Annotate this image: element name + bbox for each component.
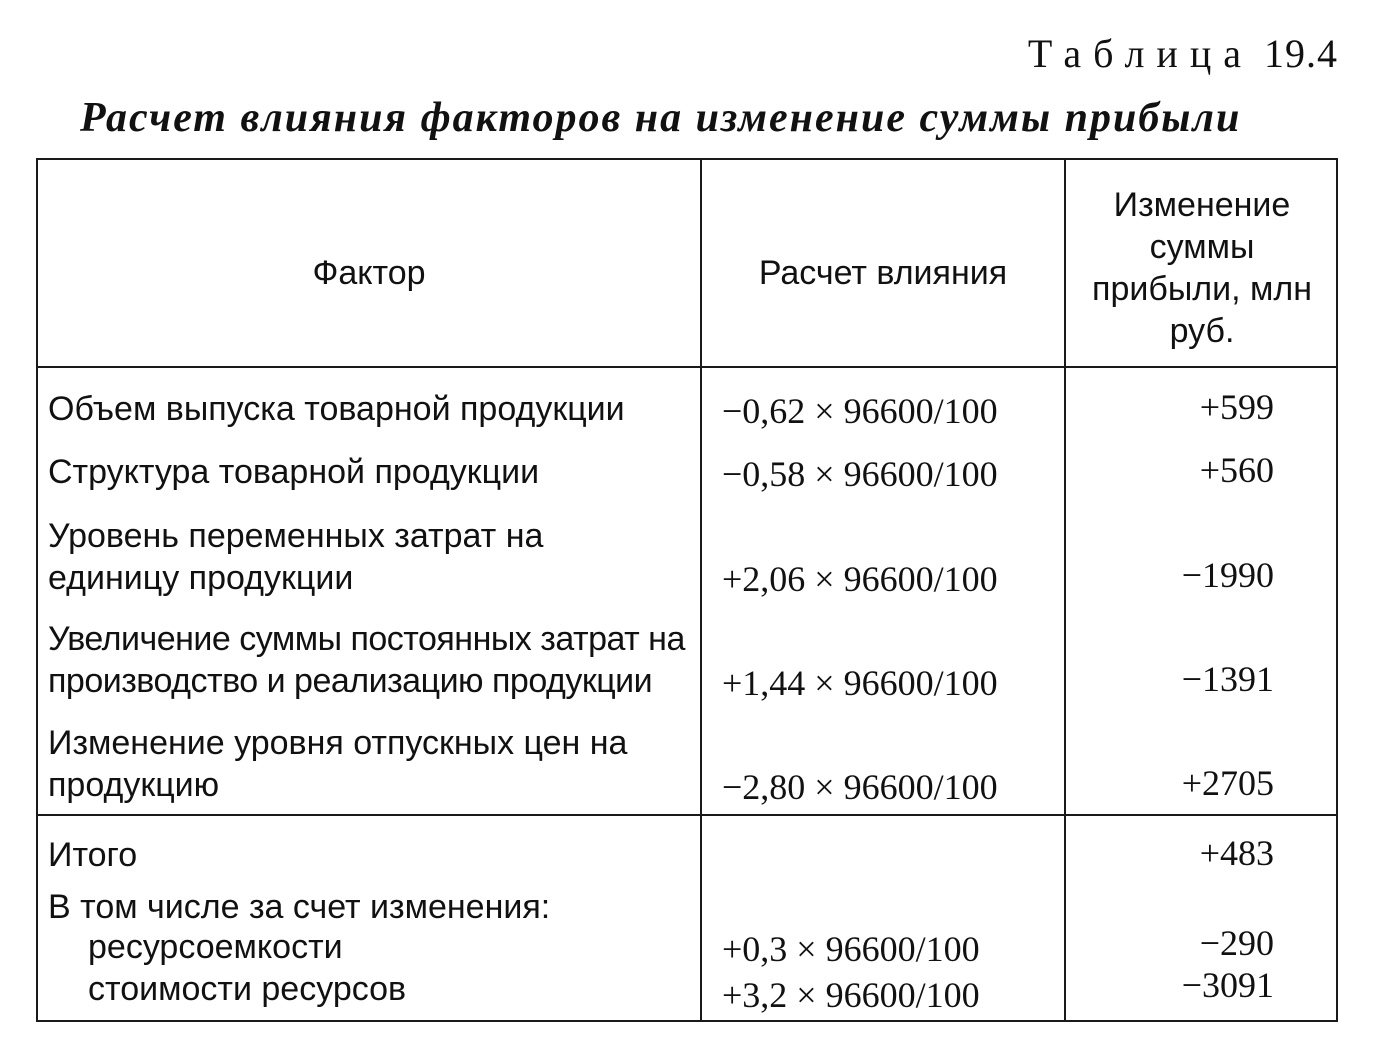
header-change-line-3: прибыли, млн [1092,270,1312,308]
row-2-calc: −0,58 × 96600/100 [722,454,998,494]
total-divider [36,814,1338,816]
table-word: Таблица [1027,31,1253,76]
header-change-line-2: суммы [1149,228,1255,266]
table-number-label [1028,30,1338,77]
header-divider [36,366,1338,368]
total-label: Итого [48,836,138,874]
including-item-1-calc: +0,3 × 96600/100 [722,929,980,969]
total-change: +483 [1199,833,1274,873]
row-2-change: +560 [1199,450,1274,490]
row-3-factor-line-2: единицу продукции [48,559,354,597]
including-label: В том числе за счет изменения: [48,888,551,926]
header-calc: Расчет влияния [758,254,1008,292]
row-3-factor [48,515,543,599]
row-3-calc: +2,06 × 96600/100 [722,559,998,599]
row-4-change: −1391 [1181,659,1274,699]
including-item-1-label: ресурсоемкости [88,928,343,966]
row-5-factor-line-1: Изменение уровня отпускных цен на [48,724,628,762]
row-2-factor: Структура товарной продукции [48,453,540,491]
table-number: 19.4 [1264,31,1338,76]
header-factor: Фактор [312,254,426,292]
row-5-factor-line-2: продукцию [48,766,220,804]
header-change-line-1: Изменение [1113,186,1291,224]
including-item-2-label: стоимости ресурсов [88,970,407,1008]
row-4-calc: +1,44 × 96600/100 [722,663,998,703]
row-1-factor: Объем выпуска товарной продукции [48,390,625,428]
row-3-change: −1990 [1181,555,1274,595]
row-5-calc: −2,80 × 96600/100 [722,767,998,807]
row-4-factor [48,618,685,702]
row-1-calc: −0,62 × 96600/100 [722,391,998,431]
row-4-factor-line-2: производство и реализацию продукции [48,662,653,700]
including-item-2-change: −3091 [1181,965,1274,1005]
row-3-factor-line-1: Уровень переменных затрат на [48,517,544,555]
header-change-line-4: руб. [1169,312,1235,350]
row-4-factor-line-1: Увеличение суммы постоянных затрат на [48,620,685,658]
including-item-2-calc: +3,2 × 96600/100 [722,975,980,1015]
header-change [1066,184,1338,352]
row-5-change: +2705 [1181,763,1274,803]
including-item-1-change: −290 [1199,923,1274,963]
row-1-change: +599 [1199,387,1274,427]
table-title: Расчет влияния факторов на изменение суммы прибыли [80,95,1242,141]
row-5-factor [48,722,627,806]
